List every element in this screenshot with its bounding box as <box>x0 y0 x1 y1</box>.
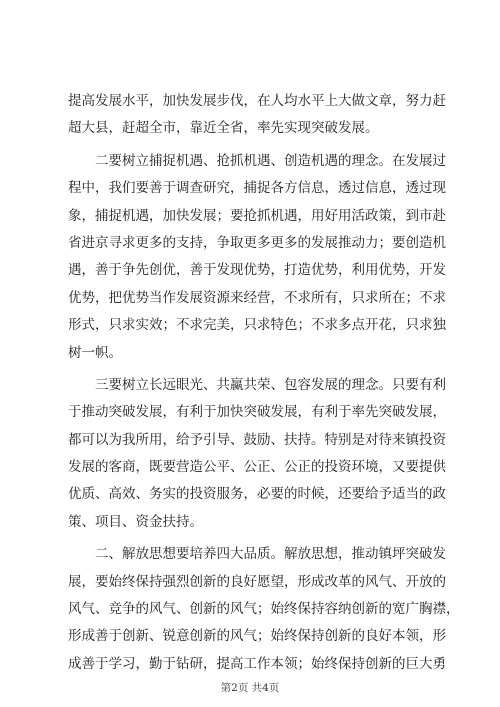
paragraph <box>68 541 460 678</box>
text-line: 于推动突破发展，有利于加快突破发展，有利于率先突破发展， <box>68 404 446 421</box>
paragraph <box>68 88 446 143</box>
text-line: 风气、竞争的风气、创新的风气；始终保持容纳创新的宽广胸襟， <box>68 601 460 618</box>
text-line: 都可以为我所用，给予引导、鼓励、扶持。特别是对待来镇投资 <box>68 431 446 448</box>
document-body <box>68 88 460 678</box>
text-line: 省进京寻求更多的支持，争取更多更多的发展推动力；要创造机 <box>68 234 446 251</box>
text-line: 策、项目、资金扶持。 <box>68 513 203 530</box>
paragraph <box>68 372 446 536</box>
page-number-footer: 第2页 共4页 <box>220 682 280 694</box>
text-line: 提高发展水平，加快发展步伐，在人均水平上大做文章，努力赶 <box>68 93 446 109</box>
paragraph <box>68 148 446 367</box>
text-line: 树一帜。 <box>68 344 122 361</box>
text-line: 三要树立长远眼光、共赢共荣、包容发展的理念。只要有利 <box>95 376 446 393</box>
text-line: 遇，善于争先创优，善于发现优势，打造优势，利用优势，开发 <box>68 262 446 279</box>
text-line: 成善于学习，勤于钻研，提高工作本领；始终保持创新的巨大勇 <box>68 655 446 672</box>
text-line: 二要树立捕捉机遇、抢抓机遇、创造机遇的理念。在发展过 <box>95 152 446 169</box>
text-line: 二、解放思想要培养四大品质。解放思想，推动镇坪突破发 <box>95 546 446 563</box>
text-line: 优质、高效、务实的投资服务，必要的时候，还要给予适当的政 <box>68 486 446 503</box>
text-line: 形成善于创新、锐意创新的风气；始终保持创新的良好本领，形 <box>68 628 446 645</box>
text-line: 发展的客商，既要营造公平、公正、公正的投资环境，又要提供 <box>68 459 446 476</box>
text-line: 展，要始终保持强烈创新的良好愿望，形成改革的风气、开放的 <box>68 573 446 590</box>
text-line: 程中，我们要善于调查研究，捕捉各方信息，透过信息，透过现 <box>68 180 446 197</box>
text-line: 超大县，赶超全市，靠近全省，率先实现突破发展。 <box>68 120 379 137</box>
text-line: 象，捕捉机遇，加快发展；要抢抓机遇，用好用活政策，到市赴 <box>68 207 446 224</box>
text-line: 形式，只求实效；不求完美，只求特色；不求多点开花，只求独 <box>68 317 446 334</box>
text-line: 优势，把优势当作发展资源来经营，不求所有，只求所在；不求 <box>68 289 446 306</box>
